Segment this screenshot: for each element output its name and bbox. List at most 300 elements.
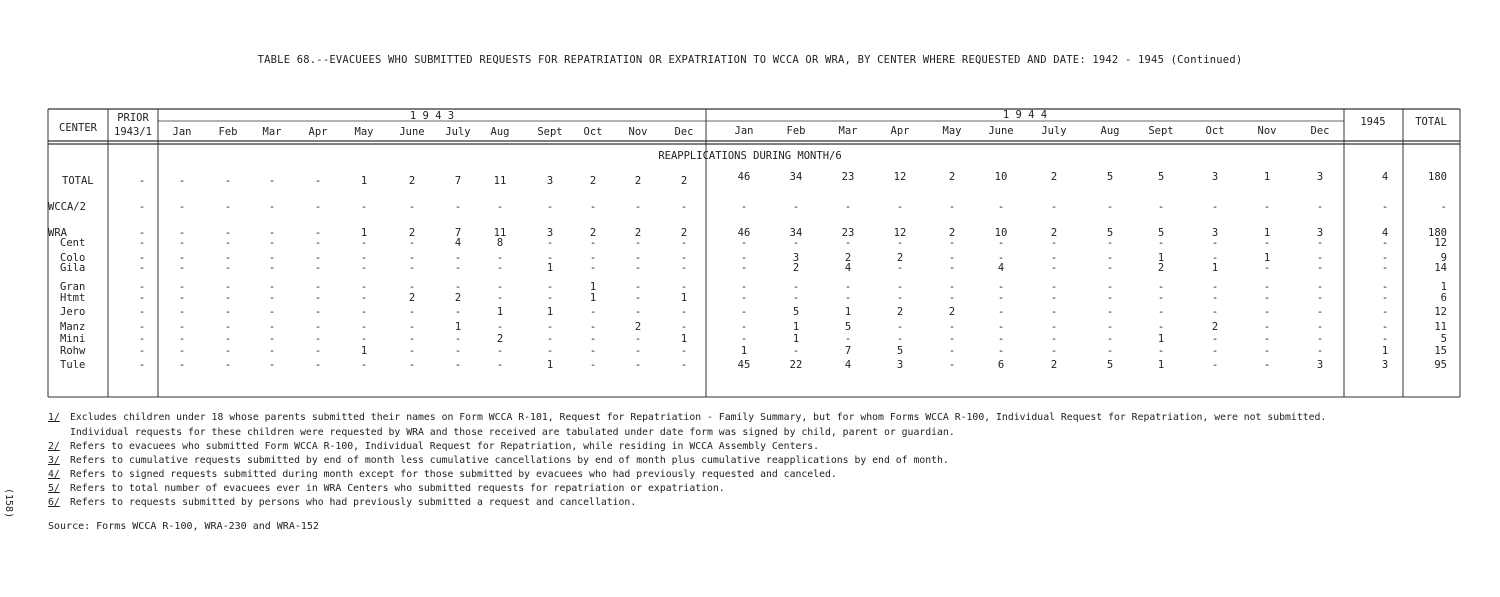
table-cell: - <box>454 252 462 264</box>
table-cell: - <box>948 333 956 345</box>
table-cell: 1 <box>589 281 597 293</box>
row-label: WRA <box>48 227 67 239</box>
table-cell: - <box>138 333 146 345</box>
month-header-1944: Mar <box>838 125 858 137</box>
table-cell: - <box>1211 345 1219 357</box>
table-cell: 1 <box>1263 227 1271 239</box>
table-cell: - <box>1211 306 1219 318</box>
table-cell: - <box>224 201 232 213</box>
month-header-1943: Jan <box>172 126 192 138</box>
table-cell: 4 <box>1381 171 1389 183</box>
table-cell: - <box>360 292 368 304</box>
table-cell: - <box>1157 306 1165 318</box>
table-cell: 3 <box>1211 171 1219 183</box>
footnote-text: Refers to total number of evacuees ever in WRA Centers who submitted requests for repatriation or expatriation. <box>70 483 725 494</box>
table-cell: - <box>1050 201 1058 213</box>
table-cell: - <box>680 281 688 293</box>
table-cell: - <box>896 333 904 345</box>
table-cell: 2 <box>496 333 504 345</box>
table-cell: - <box>589 262 597 274</box>
table-cell: - <box>1263 281 1271 293</box>
table-cell: - <box>589 306 597 318</box>
table-cell: - <box>178 175 186 187</box>
row-label: TOTAL <box>62 175 94 187</box>
table-cell: 1 <box>360 345 368 357</box>
table-cell: - <box>1316 321 1324 333</box>
footnote-number: 4/ <box>48 469 60 480</box>
table-cell: - <box>1157 345 1165 357</box>
table-cell: 1 <box>1211 262 1219 274</box>
row-label: Rohw <box>60 345 86 357</box>
table-cell: - <box>1106 292 1114 304</box>
table-cell: 2 <box>408 292 416 304</box>
table-cell: 2 <box>589 227 597 239</box>
footnote <box>48 497 636 508</box>
table-cell: - <box>454 281 462 293</box>
table-cell: - <box>360 237 368 249</box>
table-cell: - <box>178 333 186 345</box>
table-cell: - <box>268 321 276 333</box>
table-cell: - <box>138 345 146 357</box>
table-cell: - <box>896 262 904 274</box>
table-cell: - <box>680 359 688 371</box>
table-cell: 3 <box>1211 227 1219 239</box>
table-cell: - <box>1050 321 1058 333</box>
table-cell: 4 <box>1381 227 1389 239</box>
table-cell: - <box>1106 237 1114 249</box>
table-cell: 3 <box>1316 171 1324 183</box>
table-cell: - <box>1211 292 1219 304</box>
table-cell: - <box>138 201 146 213</box>
table-cell: 1 <box>844 306 852 318</box>
table-cell: - <box>634 333 642 345</box>
table-cell: 7 <box>454 175 462 187</box>
table-cell: 14 <box>1434 262 1447 274</box>
table-cell: - <box>1106 281 1114 293</box>
table-cell: - <box>997 292 1005 304</box>
month-header-1944: May <box>942 125 962 137</box>
table-cell: - <box>268 292 276 304</box>
table-cell: - <box>314 201 322 213</box>
table-cell: - <box>589 237 597 249</box>
table-cell: - <box>496 292 504 304</box>
month-header-1944: Sept <box>1148 125 1174 137</box>
table-cell: 2 <box>1050 227 1058 239</box>
table-cell: 1 <box>454 321 462 333</box>
table-cell: - <box>634 281 642 293</box>
table-cell: - <box>408 252 416 264</box>
table-cell: 2 <box>634 175 642 187</box>
table-cell: - <box>844 292 852 304</box>
table-cell: - <box>268 345 276 357</box>
footnote-text: Refers to evacuees who submitted Form WCCA R-100, Individual Request for Repatriation, while residing in WCCA Assembly Centers. <box>70 441 820 452</box>
table-cell: - <box>634 201 642 213</box>
table-cell: - <box>454 201 462 213</box>
table-cell: - <box>1263 321 1271 333</box>
table-cell: - <box>1316 292 1324 304</box>
table-cell: - <box>740 333 748 345</box>
table-cell: - <box>1211 252 1219 264</box>
footnote-number: 1/ <box>48 412 60 423</box>
table-cell: - <box>496 252 504 264</box>
table-cell: - <box>314 175 322 187</box>
table-cell: - <box>138 306 146 318</box>
table-cell: - <box>314 306 322 318</box>
page-number: (158) <box>3 488 14 519</box>
table-cell: 1 <box>1263 171 1271 183</box>
table-cell: 12 <box>893 171 907 183</box>
table-cell: 3 <box>1316 227 1324 239</box>
table-cell: - <box>948 359 956 371</box>
table-cell: - <box>1381 306 1389 318</box>
table-cell: 46 <box>737 171 751 183</box>
table-cell: - <box>408 333 416 345</box>
table-cell: - <box>408 321 416 333</box>
table-cell: 2 <box>1050 171 1058 183</box>
table-cell: - <box>844 201 852 213</box>
table-cell: - <box>680 321 688 333</box>
table-cell: 12 <box>893 227 907 239</box>
table-cell: - <box>844 237 852 249</box>
table-cell: 2 <box>896 306 904 318</box>
table-cell: - <box>268 281 276 293</box>
table-cell: - <box>948 201 956 213</box>
table-cell: 22 <box>789 359 803 371</box>
table-cell: - <box>360 281 368 293</box>
table-cell: - <box>314 321 322 333</box>
table-cell: - <box>546 237 554 249</box>
table-cell: 6 <box>997 359 1005 371</box>
table-cell: 1 <box>680 292 688 304</box>
table-cell: - <box>1157 321 1165 333</box>
table-cell: 3 <box>546 227 554 239</box>
table-cell: - <box>1050 292 1058 304</box>
table-cell: - <box>1157 201 1165 213</box>
month-header-1943: Feb <box>218 126 238 138</box>
table-cell: - <box>454 306 462 318</box>
table-cell: - <box>634 359 642 371</box>
table-cell: - <box>997 321 1005 333</box>
table-cell: 2 <box>454 292 462 304</box>
table-cell: - <box>224 237 232 249</box>
table-cell: - <box>178 292 186 304</box>
table-cell: 5 <box>1440 333 1447 345</box>
table-cell: 3 <box>546 175 554 187</box>
table-cell: 15 <box>1434 345 1447 357</box>
table-cell: 2 <box>408 227 416 239</box>
footnote <box>48 412 1326 423</box>
table-cell: 2 <box>1050 359 1058 371</box>
table-cell: - <box>1263 237 1271 249</box>
month-header-1943: June <box>399 126 425 138</box>
table-cell: - <box>360 262 368 274</box>
table-cell: - <box>948 262 956 274</box>
table-cell: - <box>680 252 688 264</box>
table-cell: - <box>1381 252 1389 264</box>
table-cell: 1 <box>360 227 368 239</box>
table-cell: - <box>634 237 642 249</box>
table-cell: 2 <box>948 306 956 318</box>
month-header-1943: Sept <box>537 126 563 138</box>
table-cell: - <box>454 359 462 371</box>
table-cell: - <box>138 175 146 187</box>
table-cell: 2 <box>844 252 852 264</box>
table-cell: - <box>896 201 904 213</box>
footnote-text: Refers to cumulative requests submitted by end of month less cumulative cancellations by end of month plus cumulative reapplications by end of month. <box>70 455 949 466</box>
table-cell: - <box>224 227 232 239</box>
table-cell: - <box>314 292 322 304</box>
table-cell: - <box>896 281 904 293</box>
month-header-1944: June <box>988 125 1014 137</box>
table-cell: - <box>680 237 688 249</box>
table-cell: - <box>740 252 748 264</box>
table-cell: - <box>634 292 642 304</box>
table-cell: - <box>496 345 504 357</box>
table-cell: - <box>314 359 322 371</box>
table-cell: - <box>634 252 642 264</box>
table-cell: - <box>138 252 146 264</box>
table-cell: 8 <box>496 237 504 249</box>
header-prior-year: 1943/1 <box>114 126 152 138</box>
table-cell: - <box>224 252 232 264</box>
table-cell: - <box>589 345 597 357</box>
table-cell: - <box>224 175 232 187</box>
table-cell: 9 <box>1440 252 1447 264</box>
table-cell: 2 <box>1157 262 1165 274</box>
table-cell: 4 <box>844 359 852 371</box>
table-cell: - <box>1316 262 1324 274</box>
table-cell: 3 <box>792 252 800 264</box>
table-cell: 34 <box>789 227 803 239</box>
table-cell: 1 <box>1263 252 1271 264</box>
table-cell: 1 <box>546 306 554 318</box>
table-cell: - <box>268 201 276 213</box>
month-header-1944: Apr <box>890 125 910 137</box>
table-cell: 46 <box>737 227 751 239</box>
row-label: Colo <box>60 252 86 264</box>
table-cell: 10 <box>994 171 1008 183</box>
table-cell: 1 <box>1157 359 1165 371</box>
table-cell: 12 <box>1434 237 1447 249</box>
table-cell: - <box>408 201 416 213</box>
row-label: Gila <box>60 262 86 274</box>
table-cell: - <box>224 262 232 274</box>
table-cell: 3 <box>1381 359 1389 371</box>
table-cell: - <box>1316 333 1324 345</box>
table-cell: - <box>1211 359 1219 371</box>
table-cell: - <box>1157 237 1165 249</box>
footnote-text: Refers to signed requests submitted during month except for those submitted by evacuees who had previously requested and canceled. <box>70 469 837 480</box>
table-cell: 2 <box>680 227 688 239</box>
table-cell: - <box>740 201 748 213</box>
table-cell: - <box>138 227 146 239</box>
table-cell: - <box>224 281 232 293</box>
table-cell: 34 <box>789 171 803 183</box>
table-cell: - <box>178 345 186 357</box>
table-cell: - <box>454 345 462 357</box>
table-cell: - <box>1050 262 1058 274</box>
table-cell: 5 <box>844 321 852 333</box>
table-cell: 2 <box>408 175 416 187</box>
row-label: Tule <box>60 359 86 371</box>
table-cell: - <box>792 345 800 357</box>
table-cell: - <box>896 237 904 249</box>
table-cell: - <box>997 345 1005 357</box>
table-cell: 23 <box>841 171 855 183</box>
table-cell: 11 <box>1434 321 1447 333</box>
table-cell: - <box>496 321 504 333</box>
month-header-1943: Oct <box>583 126 603 138</box>
table-cell: 4 <box>454 237 462 249</box>
table-cell: - <box>454 333 462 345</box>
table-cell: - <box>268 262 276 274</box>
table-cell: - <box>680 306 688 318</box>
table-cell: - <box>1381 292 1389 304</box>
table-cell: - <box>1106 333 1114 345</box>
table-cell: 5 <box>896 345 904 357</box>
table-cell: - <box>1263 333 1271 345</box>
table-cell: - <box>1211 237 1219 249</box>
table-cell: - <box>268 252 276 264</box>
table-cell: - <box>792 281 800 293</box>
table-cell: - <box>1050 281 1058 293</box>
header-prior: PRIOR <box>117 112 149 124</box>
footnote <box>48 483 725 494</box>
row-label: WCCA/2 <box>48 201 86 213</box>
table-cell: - <box>314 252 322 264</box>
table-cell: - <box>1263 306 1271 318</box>
footnote-number: 6/ <box>48 497 60 508</box>
table-cell: - <box>360 252 368 264</box>
table-cell: - <box>408 262 416 274</box>
table-cell: - <box>546 333 554 345</box>
table-cell: - <box>1316 306 1324 318</box>
row-label: Mini <box>60 333 86 345</box>
month-header-1944: Dec <box>1310 125 1330 137</box>
table-cell: - <box>178 306 186 318</box>
table-cell: 1 <box>1157 333 1165 345</box>
month-header-1943: Dec <box>674 126 694 138</box>
footnote-number: 3/ <box>48 455 60 466</box>
table-cell: - <box>844 333 852 345</box>
header-center: CENTER <box>59 122 97 134</box>
table-cell: - <box>224 345 232 357</box>
table-cell: - <box>1157 281 1165 293</box>
table-cell: - <box>546 281 554 293</box>
table-cell: 1 <box>1157 252 1165 264</box>
table-cell: - <box>138 262 146 274</box>
table-cell: - <box>1050 237 1058 249</box>
table-cell: - <box>1381 281 1389 293</box>
table-cell: - <box>1050 345 1058 357</box>
footnote-number: 5/ <box>48 483 60 494</box>
table-cell: - <box>680 262 688 274</box>
table-cell: - <box>948 321 956 333</box>
footnote-text: Refers to requests submitted by persons who had previously submitted a request and cancellation. <box>70 497 637 508</box>
header-year-1943: 1 9 4 3 <box>409 110 455 122</box>
table-cell: - <box>496 262 504 274</box>
table-cell: 5 <box>1157 171 1165 183</box>
table-cell: - <box>224 321 232 333</box>
table-cell: 12 <box>1434 306 1447 318</box>
footnote <box>48 427 955 438</box>
table-cell: - <box>224 333 232 345</box>
month-header-1944: Nov <box>1257 125 1277 137</box>
month-header-1943: Mar <box>262 126 282 138</box>
row-label: Cent <box>60 237 86 249</box>
table-cell: 7 <box>454 227 462 239</box>
table-cell: - <box>1050 306 1058 318</box>
table-cell: - <box>178 227 186 239</box>
table-cell: 2 <box>896 252 904 264</box>
table-cell: 1 <box>546 359 554 371</box>
table-cell: 5 <box>1157 227 1165 239</box>
table-cell: 2 <box>680 175 688 187</box>
row-label: Gran <box>60 281 86 293</box>
table-cell: - <box>178 321 186 333</box>
table-cell: - <box>1050 333 1058 345</box>
table-cell: - <box>1316 281 1324 293</box>
table-cell: - <box>268 359 276 371</box>
table-cell: - <box>224 306 232 318</box>
table-cell: - <box>997 252 1005 264</box>
table-cell: - <box>138 281 146 293</box>
table-cell: 95 <box>1434 359 1447 371</box>
table-cell: 5 <box>1106 359 1114 371</box>
table-cell: - <box>314 227 322 239</box>
month-header-1944: Jan <box>734 125 754 137</box>
table-cell: 4 <box>997 262 1005 274</box>
table-cell: - <box>1106 262 1114 274</box>
section-label: REAPPLICATIONS DURING MONTH/6 <box>658 150 842 162</box>
table-cell: - <box>948 345 956 357</box>
table-cell: - <box>997 333 1005 345</box>
table-cell: - <box>360 306 368 318</box>
table-cell: - <box>454 262 462 274</box>
table-cell: 1 <box>1381 345 1389 357</box>
table-cell: - <box>589 252 597 264</box>
table-cell: - <box>224 292 232 304</box>
table-cell: - <box>314 281 322 293</box>
month-header-1943: Aug <box>490 126 510 138</box>
footnote <box>48 455 949 466</box>
table-cell: 1 <box>1440 281 1447 293</box>
table-cell: - <box>896 292 904 304</box>
table-cell: - <box>360 201 368 213</box>
table-title: TABLE 68.--EVACUEES WHO SUBMITTED REQUESTS FOR REPATRIATION OR EXPATRIATION TO WCCA OR WRA, BY CENTER WHERE REQUESTED AND DATE: 1942 - 1945 (Continued) <box>257 54 1243 66</box>
table-cell: - <box>138 359 146 371</box>
table-cell: 1 <box>680 333 688 345</box>
table-cell: - <box>589 201 597 213</box>
table-cell: 1 <box>792 333 800 345</box>
table-cell: - <box>1263 201 1271 213</box>
table-cell: - <box>740 306 748 318</box>
table-cell: - <box>360 333 368 345</box>
table-cell: - <box>268 237 276 249</box>
table-cell: - <box>1263 345 1271 357</box>
table-cell: 5 <box>792 306 800 318</box>
table-cell: - <box>546 252 554 264</box>
header-year-1944: 1 9 4 4 <box>1002 109 1048 121</box>
table-cell: - <box>792 292 800 304</box>
table-cell: - <box>740 281 748 293</box>
table-cell: - <box>1316 237 1324 249</box>
table-cell: - <box>496 359 504 371</box>
table-cell: - <box>1440 201 1447 213</box>
table-cell: - <box>224 359 232 371</box>
table-cell: - <box>360 321 368 333</box>
table-cell: 180 <box>1428 227 1447 239</box>
